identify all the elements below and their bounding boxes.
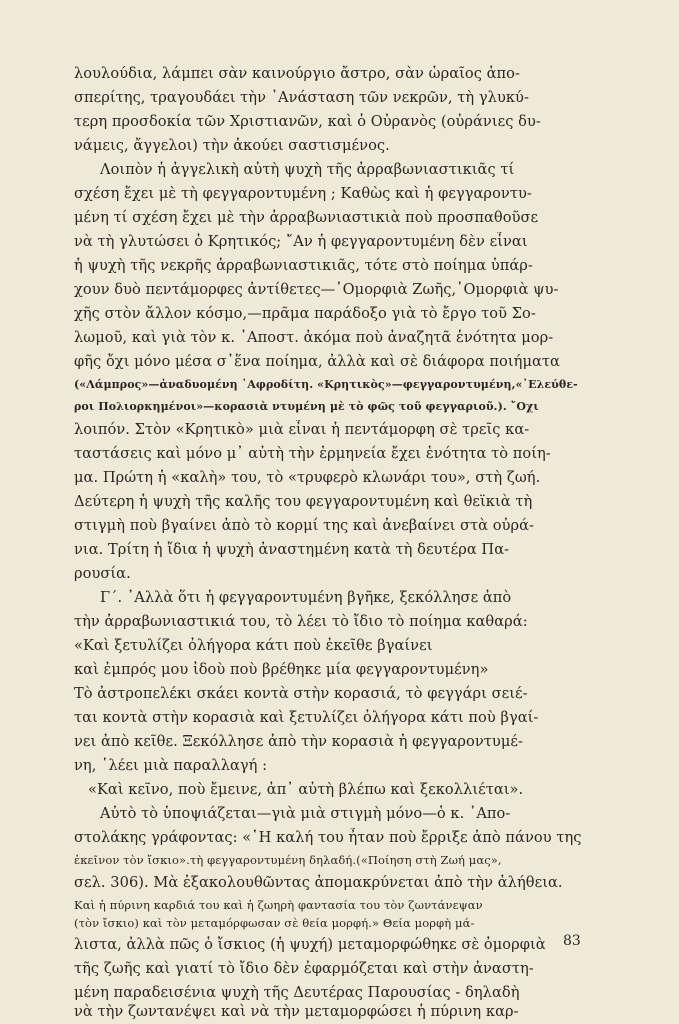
verse-line: «Καὶ κεῖνο, ποὺ ἔμεινε, ἀπ᾽ αὐτὴ βλέπω καὶ ξεκολλιέται». <box>88 781 524 798</box>
verse-line: «Καὶ ξετυλίζει ὀλήγορα κάτι ποὺ ἐκεῖθε βγαίνει <box>74 637 433 654</box>
text-line: ρουσία. <box>74 565 131 582</box>
text-line: στιγμὴ ποὺ βγαίνει ἀπὸ τὸ κορμί της καὶ ἀνεβαίνει στὰ οὐρά- <box>74 517 535 534</box>
text-line: νια. Τρίτη ἡ ἴδια ἡ ψυχὴ ἀναστημένη κατὰ τὴ δευτέρα Πα- <box>74 541 510 558</box>
page-number: 83 <box>563 933 581 949</box>
text-line: χῆς στὸν ἄλλον κόσμο,—πρᾶμα παράδοξο γιὰ τὸ ἔργο τοῦ Σο- <box>74 305 536 322</box>
text-line: λοιπόν. Στὸν «Κρητικὸ» μιὰ εἶναι ἡ πεντάμορφη σὲ τρεῖς κα- <box>74 421 530 438</box>
text-line: ται κοντὰ στὴν κορασιὰ καὶ ξετυλίζει ὀλήγορα κάτι ποὺ βγαί- <box>74 709 539 726</box>
text-line: τὴν ἀρραβωνιαστικιά του, τὸ λέει τὸ ἴδιο τὸ ποίημα καθαρά: <box>74 613 528 630</box>
text-line: νὰ τὴν ζωντανέψει καὶ νὰ τὴν μεταμορφώσει ἡ πύρινη καρ- <box>74 1003 519 1020</box>
text-line: Δεύτερη ἡ ψυχὴ τῆς καλῆς του φεγγαροντυμένη καὶ θεϊκιὰ τὴ <box>74 493 533 510</box>
text-line: λιστα, ἀλλὰ πῶς ὁ ἴσκιος (ἡ ψυχή) μεταμορφώθηκε σὲ ὀμορφιὰ <box>74 936 546 953</box>
text-line: μένη παραδεισένια ψυχὴ τῆς Δευτέρας Παρουσίας - δηλαδὴ <box>74 984 520 1001</box>
text-line: σχέση ἔχει μὲ τὴ φεγγαροντυμένη ; Καθὼς καὶ ἡ φεγγαροντυ- <box>74 185 532 202</box>
text-line: («Λάμπρος»—ἀναδυομένη ᾽Αφροδίτη. «Κρητικὸς»—φεγγαροντυμένη,«᾽Ελεύθε- <box>74 378 578 391</box>
text-line: νάμεις, ἄγγελοι) τὴν ἀκούει σαστισμένος. <box>74 137 390 154</box>
text-line: σελ. 306). Μὰ ἐξακολουθῶντας ἀπομακρύνεται ἀπὸ τὴν ἀλήθεια. <box>74 874 563 891</box>
text-line: σπερίτης, τραγουδάει τὴν ᾽Ανάσταση τῶν νεκρῶν, τὴ γλυκύ- <box>74 89 529 106</box>
text-line: λουλούδια, λάμπει σὰν καινούργιο ἄστρο, σὰν ὡραῖος ἀπο- <box>74 65 520 82</box>
text-line: νη, ῾λέει μιὰ παραλλαγή : <box>74 757 268 774</box>
text-line: (τὸν ἴσκιο) καὶ τὸν μεταμόρφωσαν σὲ θεία μορφή.» Θεία μορφὴ μά- <box>74 916 475 930</box>
verse-line: καὶ ἐμπρός μου ἰδοὺ ποὺ βρέθηκε μία φεγγαροντυμένη» <box>74 661 489 678</box>
text-line: ταστάσεις καὶ μόνο μ᾽ αὐτὴ τὴν ἑρμηνεία ἔχει ἑνότητα τὸ ποίη- <box>74 445 551 462</box>
text-line: φῆς ὄχι μόνο μέσα σ᾽ἕνα ποίημα, ἀλλὰ καὶ σὲ διάφορα ποιήματα <box>74 353 560 370</box>
text-line: Καὶ ἡ πύρινη καρδιά του καὶ ἡ ζωηρὴ φαντασία του τὸν ζωντάνεψαν <box>74 898 483 912</box>
text-line: ἐκεῖνον τὸν ἴσκιο».τὴ φεγγαροντυμένη δηλαδή.(«Ποίηση στὴ Ζωή μας», <box>74 853 502 867</box>
text-line: νει ἀπὸ κεῖθε. Ξεκόλλησε ἀπὸ τὴν κορασιὰ ἡ φεγγαροντυμέ- <box>74 733 523 750</box>
text-line: μένη τί σχέση ἔχει μὲ τὴν ἀρραβωνιαστικιὰ ποὺ προσπαθοῦσε <box>74 209 539 226</box>
text-line: ἡ ψυχὴ τῆς νεκρῆς ἀρραβωνιαστικιᾶς, τότε στὸ ποίημα ὑπάρ- <box>74 257 533 274</box>
text-line: τερη προσδοκία τῶν Χριστιανῶν, καὶ ὁ Οὐρανὸς (οὐράνιες δυ- <box>74 113 541 130</box>
paragraph-start-line: Λοιπὸν ἡ ἀγγελικὴ αὐτὴ ψυχὴ τῆς ἀρραβωνιαστικιᾶς τί <box>100 161 515 178</box>
paragraph-start-line: Γ΄. ᾽Αλλὰ ὅτι ἡ φεγγαροντυμένη βγῆκε, ξεκόλλησε ἀπὸ <box>100 589 512 606</box>
text-line: τῆς ζωῆς καὶ γιατί τὸ ἴδιο δὲν ἐφαρμόζεται καὶ στὴν ἀναστη- <box>74 960 534 977</box>
text-line: Τὸ ἀστροπελέκι σκάει κοντὰ στὴν κορασιά, τὸ φεγγάρι σειέ- <box>74 685 528 702</box>
text-line: νὰ τὴ γλυτώσει ὁ Κρητικός; ῎Αν ἡ φεγγαροντυμένη δὲν εἶναι <box>74 233 528 250</box>
paragraph-start-line: Αὐτὸ τὸ ὑποψιάζεται—γιὰ μιὰ στιγμὴ μόνο—ὁ κ. ᾽Απο- <box>100 805 511 822</box>
text-line: ροι Πολιορκημένοι»—κορασιὰ ντυμένη μὲ τὸ φῶς τοῦ φεγγαριοῦ.). ῎Οχι <box>74 400 539 413</box>
text-line: μα. Πρώτη ἡ «καλὴ» του, τὸ «τρυφερὸ κλωνάρι του», στὴ ζωή. <box>74 469 541 486</box>
text-line: χουν δυὸ πεντάμορφες ἀντίθετες—῾Ομορφιὰ Ζωῆς,῾Ομορφιὰ ψυ- <box>74 281 559 298</box>
text-line: λωμοῦ, καὶ γιὰ τὸν κ. ᾽Αποστ. ἀκόμα ποὺ ἀναζητᾶ ἑνότητα μορ- <box>74 329 554 346</box>
text-line: στολάκης γράφοντας: «῾Η καλή του ἦταν ποὺ ἔρριξε ἀπὸ πάνου της <box>74 829 582 846</box>
